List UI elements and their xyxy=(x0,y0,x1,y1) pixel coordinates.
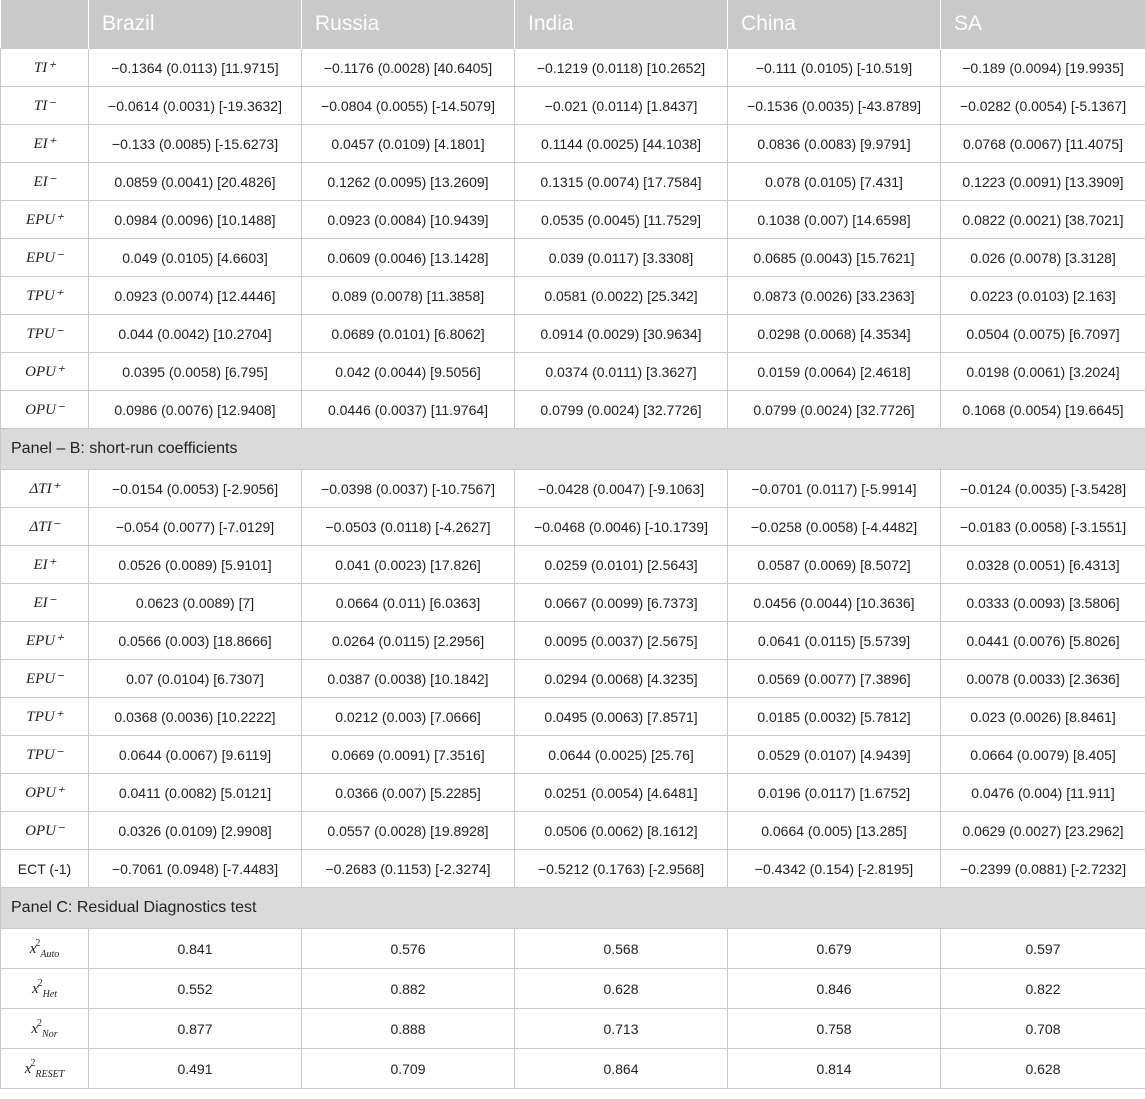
table-cell: −0.021 (0.0114) [1.8437] xyxy=(515,87,728,125)
table-cell: 0.1223 (0.0091) [13.3909] xyxy=(941,163,1145,201)
table-row xyxy=(1,391,1145,429)
table-cell: 0.882 xyxy=(302,969,515,1009)
table-cell: 0.0529 (0.0107) [4.9439] xyxy=(728,736,941,774)
table-cell: −0.0503 (0.0118) [-4.2627] xyxy=(302,508,515,546)
table-cell: 0.1144 (0.0025) [44.1038] xyxy=(515,125,728,163)
table-cell: 0.0535 (0.0045) [11.7529] xyxy=(515,201,728,239)
table-cell: 0.628 xyxy=(515,969,728,1009)
table-cell: −0.0804 (0.0055) [-14.5079] xyxy=(302,87,515,125)
chi-subscript: RESET xyxy=(35,1068,65,1080)
header-india: India xyxy=(515,0,728,49)
table-cell: 0.709 xyxy=(302,1049,515,1089)
table-cell: 0.0836 (0.0083) [9.9791] xyxy=(728,125,941,163)
row-label: ΔTI⁺ xyxy=(1,470,89,508)
table-cell: 0.0411 (0.0082) [5.0121] xyxy=(89,774,302,812)
row-label: EI⁺ xyxy=(1,546,89,584)
row-label: EPU⁻ xyxy=(1,239,89,277)
table-cell: 0.679 xyxy=(728,929,941,969)
table-cell: 0.0822 (0.0021) [38.7021] xyxy=(941,201,1145,239)
table-cell: 0.0629 (0.0027) [23.2962] xyxy=(941,812,1145,850)
table-cell: 0.0159 (0.0064) [2.4618] xyxy=(728,353,941,391)
table-cell: 0.0264 (0.0115) [2.2956] xyxy=(302,622,515,660)
table-cell: 0.0456 (0.0044) [10.3636] xyxy=(728,584,941,622)
row-label xyxy=(1,1049,89,1089)
table-cell: −0.1219 (0.0118) [10.2652] xyxy=(515,49,728,87)
row-label xyxy=(1,929,89,969)
table-cell: 0.0368 (0.0036) [10.2222] xyxy=(89,698,302,736)
table-cell: 0.07 (0.0104) [6.7307] xyxy=(89,660,302,698)
table-cell: 0.597 xyxy=(941,929,1145,969)
table-cell: 0.0557 (0.0028) [19.8928] xyxy=(302,812,515,850)
table-cell: 0.877 xyxy=(89,1009,302,1049)
table-row xyxy=(1,277,1145,315)
table-cell: 0.0196 (0.0117) [1.6752] xyxy=(728,774,941,812)
table-cell: 0.0664 (0.011) [6.0363] xyxy=(302,584,515,622)
table-cell: 0.888 xyxy=(302,1009,515,1049)
table-cell: 0.0799 (0.0024) [32.7726] xyxy=(515,391,728,429)
table-cell: 0.0667 (0.0099) [6.7373] xyxy=(515,584,728,622)
row-label: EI⁻ xyxy=(1,163,89,201)
table-cell: 0.0923 (0.0074) [12.4446] xyxy=(89,277,302,315)
table-row xyxy=(1,546,1145,584)
row-label: OPU⁻ xyxy=(1,812,89,850)
row-label: ΔTI⁻ xyxy=(1,508,89,546)
table-cell: −0.0398 (0.0037) [-10.7567] xyxy=(302,470,515,508)
table-cell: −0.2399 (0.0881) [-2.7232] xyxy=(941,850,1145,888)
row-label: ECT (-1) xyxy=(1,850,89,888)
table-cell: 0.0609 (0.0046) [13.1428] xyxy=(302,239,515,277)
table-cell: 0.0387 (0.0038) [10.1842] xyxy=(302,660,515,698)
table-cell: −0.0258 (0.0058) [-4.4482] xyxy=(728,508,941,546)
chi-symbol: x xyxy=(31,980,39,997)
table-cell: −0.0701 (0.0117) [-5.9914] xyxy=(728,470,941,508)
table-cell: 0.0644 (0.0067) [9.6119] xyxy=(89,736,302,774)
table-cell: −0.111 (0.0105) [-10.519] xyxy=(728,49,941,87)
table-cell: 0.0495 (0.0063) [7.8571] xyxy=(515,698,728,736)
chi-symbol: x xyxy=(24,1060,32,1077)
table-cell: 0.0506 (0.0062) [8.1612] xyxy=(515,812,728,850)
table-row xyxy=(1,850,1145,888)
table-cell: 0.026 (0.0078) [3.3128] xyxy=(941,239,1145,277)
table-row xyxy=(1,125,1145,163)
table-cell: 0.0644 (0.0025) [25.76] xyxy=(515,736,728,774)
row-label: TPU⁻ xyxy=(1,315,89,353)
table-cell: 0.0457 (0.0109) [4.1801] xyxy=(302,125,515,163)
table-cell: 0.039 (0.0117) [3.3308] xyxy=(515,239,728,277)
table-row xyxy=(1,49,1145,87)
table-row xyxy=(1,622,1145,660)
table-cell: 0.0566 (0.003) [18.8666] xyxy=(89,622,302,660)
table-cell: −0.1536 (0.0035) [-43.8789] xyxy=(728,87,941,125)
row-label: EPU⁺ xyxy=(1,201,89,239)
row-label: OPU⁻ xyxy=(1,391,89,429)
table-cell: 0.822 xyxy=(941,969,1145,1009)
table-row xyxy=(1,1049,1145,1089)
table-row xyxy=(1,353,1145,391)
table-cell: 0.864 xyxy=(515,1049,728,1089)
table-cell: 0.0641 (0.0115) [5.5739] xyxy=(728,622,941,660)
table-cell: −0.0124 (0.0035) [-3.5428] xyxy=(941,470,1145,508)
table-cell: 0.552 xyxy=(89,969,302,1009)
table-row xyxy=(1,812,1145,850)
table-cell: 0.0859 (0.0041) [20.4826] xyxy=(89,163,302,201)
table-cell: 0.0212 (0.003) [7.0666] xyxy=(302,698,515,736)
table-cell: 0.044 (0.0042) [10.2704] xyxy=(89,315,302,353)
table-cell: 0.0623 (0.0089) [7] xyxy=(89,584,302,622)
table-cell: −0.1176 (0.0028) [40.6405] xyxy=(302,49,515,87)
table-cell: 0.0526 (0.0089) [5.9101] xyxy=(89,546,302,584)
panel-c-header xyxy=(1,888,1145,929)
row-label xyxy=(1,969,89,1009)
table-cell: 0.078 (0.0105) [7.431] xyxy=(728,163,941,201)
table-cell: 0.0395 (0.0058) [6.795] xyxy=(89,353,302,391)
row-label: TI⁺ xyxy=(1,49,89,87)
table-cell: 0.758 xyxy=(728,1009,941,1049)
table-cell: 0.0366 (0.007) [5.2285] xyxy=(302,774,515,812)
row-label: TPU⁻ xyxy=(1,736,89,774)
table-cell: 0.1262 (0.0095) [13.2609] xyxy=(302,163,515,201)
table-row xyxy=(1,736,1145,774)
table-cell: 0.0185 (0.0032) [5.7812] xyxy=(728,698,941,736)
chi-subscript: Nor xyxy=(42,1028,58,1040)
table-row xyxy=(1,774,1145,812)
row-label: TPU⁺ xyxy=(1,277,89,315)
header-row xyxy=(1,0,1145,49)
chi-superscript: 2 xyxy=(37,1017,43,1029)
table-cell: 0.841 xyxy=(89,929,302,969)
table-cell: 0.814 xyxy=(728,1049,941,1089)
table-row xyxy=(1,239,1145,277)
table-cell: −0.054 (0.0077) [-7.0129] xyxy=(89,508,302,546)
header-corner xyxy=(1,0,89,49)
chi-superscript: 2 xyxy=(35,937,41,949)
table-cell: 0.0298 (0.0068) [4.3534] xyxy=(728,315,941,353)
panel-c-title: Panel C: Residual Diagnostics test xyxy=(1,888,1145,929)
chi-symbol: x xyxy=(29,940,37,957)
table-cell: 0.0685 (0.0043) [15.7621] xyxy=(728,239,941,277)
table-cell: 0.0923 (0.0084) [10.9439] xyxy=(302,201,515,239)
table-cell: 0.0476 (0.004) [11.911] xyxy=(941,774,1145,812)
table-cell: 0.0873 (0.0026) [33.2363] xyxy=(728,277,941,315)
table-cell: −0.1364 (0.0113) [11.9715] xyxy=(89,49,302,87)
table-cell: 0.1038 (0.007) [14.6598] xyxy=(728,201,941,239)
header-russia: Russia xyxy=(302,0,515,49)
table-cell: 0.0259 (0.0101) [2.5643] xyxy=(515,546,728,584)
table-cell: 0.0294 (0.0068) [4.3235] xyxy=(515,660,728,698)
chi-symbol: x xyxy=(31,1020,39,1037)
table-cell: 0.0446 (0.0037) [11.9764] xyxy=(302,391,515,429)
row-label: EPU⁻ xyxy=(1,660,89,698)
table-row xyxy=(1,929,1145,969)
chi-superscript: 2 xyxy=(30,1057,36,1069)
header-brazil: Brazil xyxy=(89,0,302,49)
table-cell: 0.0984 (0.0096) [10.1488] xyxy=(89,201,302,239)
table-row xyxy=(1,660,1145,698)
table-cell: −0.0183 (0.0058) [-3.1551] xyxy=(941,508,1145,546)
table-row xyxy=(1,698,1145,736)
table-cell: −0.0614 (0.0031) [-19.3632] xyxy=(89,87,302,125)
table-cell: 0.713 xyxy=(515,1009,728,1049)
table-row xyxy=(1,163,1145,201)
row-label: EPU⁺ xyxy=(1,622,89,660)
table-cell: 0.023 (0.0026) [8.8461] xyxy=(941,698,1145,736)
table-cell: 0.0328 (0.0051) [6.4313] xyxy=(941,546,1145,584)
chi-superscript: 2 xyxy=(37,977,43,989)
table-cell: 0.0095 (0.0037) [2.5675] xyxy=(515,622,728,660)
table-cell: 0.0768 (0.0067) [11.4075] xyxy=(941,125,1145,163)
table-cell: −0.5212 (0.1763) [-2.9568] xyxy=(515,850,728,888)
table-cell: −0.0154 (0.0053) [-2.9056] xyxy=(89,470,302,508)
table-cell: 0.0374 (0.0111) [3.3627] xyxy=(515,353,728,391)
table-cell: −0.2683 (0.1153) [-2.3274] xyxy=(302,850,515,888)
table-cell: 0.0581 (0.0022) [25.342] xyxy=(515,277,728,315)
table-cell: 0.708 xyxy=(941,1009,1145,1049)
table-cell: −0.133 (0.0085) [-15.6273] xyxy=(89,125,302,163)
table-cell: −0.4342 (0.154) [-2.8195] xyxy=(728,850,941,888)
row-label xyxy=(1,1009,89,1049)
row-label: OPU⁺ xyxy=(1,353,89,391)
table-cell: 0.576 xyxy=(302,929,515,969)
table-cell: 0.491 xyxy=(89,1049,302,1089)
table-cell: 0.042 (0.0044) [9.5056] xyxy=(302,353,515,391)
row-label: EI⁺ xyxy=(1,125,89,163)
row-label: TPU⁺ xyxy=(1,698,89,736)
table-cell: −0.0282 (0.0054) [-5.1367] xyxy=(941,87,1145,125)
table-cell: −0.189 (0.0094) [19.9935] xyxy=(941,49,1145,87)
table-row xyxy=(1,969,1145,1009)
table-cell: 0.0914 (0.0029) [30.9634] xyxy=(515,315,728,353)
row-label: TI⁻ xyxy=(1,87,89,125)
table-row xyxy=(1,87,1145,125)
table-cell: 0.0664 (0.0079) [8.405] xyxy=(941,736,1145,774)
table-row xyxy=(1,584,1145,622)
table-cell: 0.0223 (0.0103) [2.163] xyxy=(941,277,1145,315)
table-cell: 0.0587 (0.0069) [8.5072] xyxy=(728,546,941,584)
table-cell: 0.0569 (0.0077) [7.3896] xyxy=(728,660,941,698)
table-cell: 0.0986 (0.0076) [12.9408] xyxy=(89,391,302,429)
table-cell: 0.049 (0.0105) [4.6603] xyxy=(89,239,302,277)
table-cell: 0.0251 (0.0054) [4.6481] xyxy=(515,774,728,812)
row-label: OPU⁺ xyxy=(1,774,89,812)
header-china: China xyxy=(728,0,941,49)
row-label: EI⁻ xyxy=(1,584,89,622)
table-cell: −0.0468 (0.0046) [-10.1739] xyxy=(515,508,728,546)
table-cell: 0.0198 (0.0061) [3.2024] xyxy=(941,353,1145,391)
table-cell: −0.0428 (0.0047) [-9.1063] xyxy=(515,470,728,508)
table-cell: 0.628 xyxy=(941,1049,1145,1089)
table-row xyxy=(1,470,1145,508)
table-cell: 0.0441 (0.0076) [5.8026] xyxy=(941,622,1145,660)
table-cell: 0.0664 (0.005) [13.285] xyxy=(728,812,941,850)
panel-b-header xyxy=(1,429,1145,470)
table-cell: 0.568 xyxy=(515,929,728,969)
table-cell: 0.0504 (0.0075) [6.7097] xyxy=(941,315,1145,353)
table-cell: 0.0326 (0.0109) [2.9908] xyxy=(89,812,302,850)
table-cell: −0.7061 (0.0948) [-7.4483] xyxy=(89,850,302,888)
table-cell: 0.0669 (0.0091) [7.3516] xyxy=(302,736,515,774)
panel-b-title: Panel – B: short-run coefficients xyxy=(1,429,1145,470)
table-row xyxy=(1,315,1145,353)
table-cell: 0.0799 (0.0024) [32.7726] xyxy=(728,391,941,429)
table-cell: 0.0078 (0.0033) [2.3636] xyxy=(941,660,1145,698)
chi-subscript: Auto xyxy=(40,948,60,960)
table-row xyxy=(1,1009,1145,1049)
table-cell: 0.1068 (0.0054) [19.6645] xyxy=(941,391,1145,429)
table-row xyxy=(1,508,1145,546)
table-cell: 0.0689 (0.0101) [6.8062] xyxy=(302,315,515,353)
chi-subscript: Het xyxy=(42,988,58,1000)
table-row xyxy=(1,201,1145,239)
table-cell: 0.0333 (0.0093) [3.5806] xyxy=(941,584,1145,622)
table-cell: 0.846 xyxy=(728,969,941,1009)
table-cell: 0.041 (0.0023) [17.826] xyxy=(302,546,515,584)
header-sa: SA xyxy=(941,0,1145,49)
table-cell: 0.1315 (0.0074) [17.7584] xyxy=(515,163,728,201)
table-cell: 0.089 (0.0078) [11.3858] xyxy=(302,277,515,315)
